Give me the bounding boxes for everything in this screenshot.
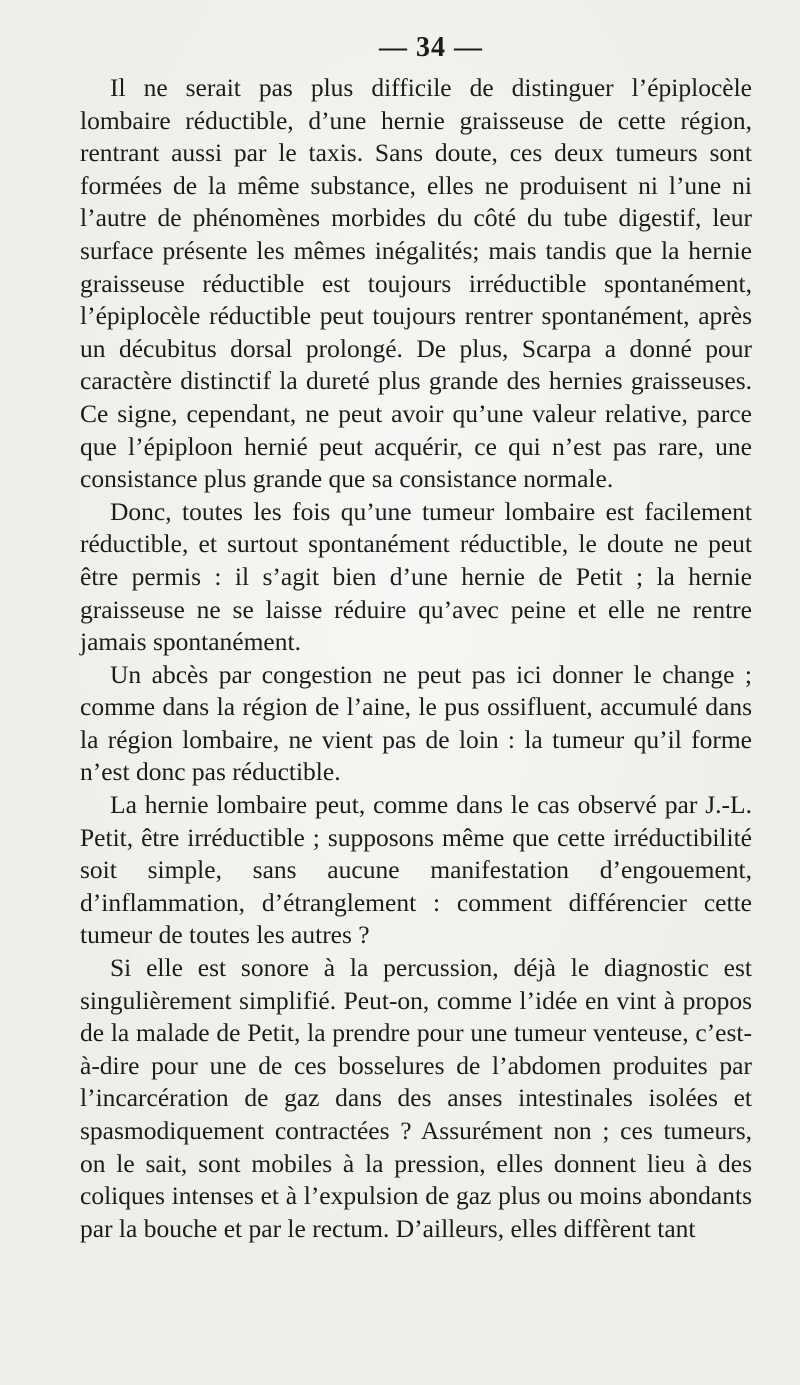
- paragraph-3: Un abcès par congestion ne peut pas ici donner le change ; comme dans la région de l’aine, le pus ossifluent, accumulé dans la région lombaire, ne vient pas de loin : la tumeur qu’il forme n’est donc pas réductible.: [80, 659, 752, 787]
- paragraph-5: Si elle est sonore à la percussion, déjà le diagnostic est singulièrement simplifié. Peut-on, comme l’idée en vint à propos de la malade de Petit, la prendre pour une tumeur venteuse, c’est-à-dire pour une de ces bosselures de l’abdomen produites par l’incarcération de gaz dans des anses intestinales isolées et spasmodiquement contractées ? Assurément non ; ces tumeurs, on le sait, sont mobiles à la pression, elles donnent lieu à des coliques intenses et à l’expulsion de gaz plus ou moins abondants par la bouche et par le rectum. D’ailleurs, elles diffèrent tant: [80, 953, 752, 1243]
- paragraph-1: Il ne serait pas plus difficile de distinguer l’épiplocèle lombaire réductible, d’une hernie graisseuse de cette région, rentrant aussi par le taxis. Sans doute, ces deux tumeurs sont formées de la même substance, elles ne produisent ni l’une ni l’autre de phénomènes morbides du côté du tube digestif, leur surface présente les mêmes inégalités; mais tandis que la hernie graisseuse réductible est toujours irréductible spontanément, l’épiplocèle réductible peut toujours rentrer spontanément, après un décubitus dorsal prolongé. De plus, Scarpa a donné pour caractère distinctif la dureté plus grande des hernies graisseuses. Ce signe, cependant, ne peut avoir qu’une valeur relative, parce que l’épiploon hernié peut acquérir, ce qui n’est pas rare, une consistance plus grande que sa consistance normale.: [80, 73, 752, 494]
- page-number: — 34 —: [379, 32, 483, 63]
- body-text: [80, 72, 752, 1245]
- paragraph-2: Donc, toutes les fois qu’une tumeur lombaire est facilement réductible, et surtout spontanément réductible, le doute ne peut être permis : il s’agit bien d’une hernie de Petit ; la hernie graisseuse ne se laisse réduire qu’avec peine et elle ne rentre jamais spontanément.: [80, 496, 752, 657]
- paragraph-4: La hernie lombaire peut, comme dans le cas observé par J.-L. Petit, être irréductible ; supposons même que cette irréductibilité soit simple, sans aucune manifestation d’engouement, d’inflammation, d’étranglement : comment différencier cette tumeur de toutes les autres ?: [80, 790, 752, 950]
